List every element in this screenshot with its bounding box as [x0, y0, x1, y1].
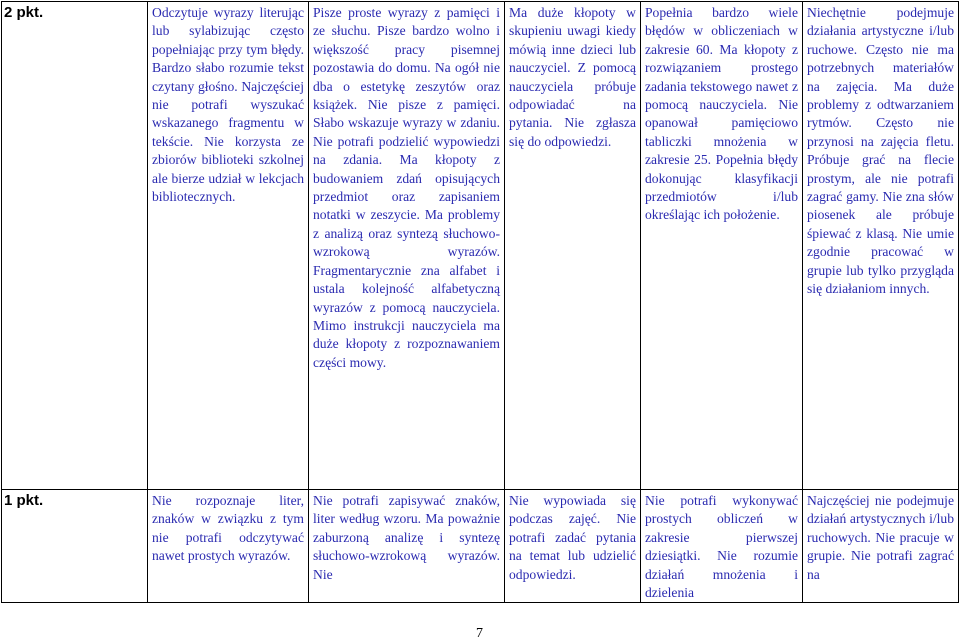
arts-criteria-cell: [803, 490, 959, 603]
cell-text: Ma duże kłopoty w skupieniu uwagi kiedy mówią inne dzieci lub nauczyciel. Z pomocą nauczyciela próbuje odpowiadać na pytania. Nie zgłasza się do odpowiedzi.: [509, 5, 636, 149]
cell-text: Nie rozpoznaje liter, znaków w związku z tym nie potrafi odczytywać nawet prostych wyrazów.: [152, 493, 304, 564]
cell-text: Nie wypowiada się podczas zajęć. Nie potrafi zadać pytania na temat lub udzielić odpowiedzi.: [509, 493, 636, 582]
cell-text: Nie potrafi zapisywać znaków, liter według wzoru. Ma poważnie zaburzoną analizę i syntezę słuchowo-wzrokową wyrazów. Nie: [313, 493, 500, 582]
reading-criteria-cell: [148, 490, 309, 603]
grading-table: [1, 1, 959, 603]
cell-text: Niechętnie podejmuje działania artystyczne i/lub ruchowe. Często nie ma potrzebnych materiałów na zajęcia. Ma duże problemy z odtwarzaniem rytmów. Często nie przynosi na zajęcia fletu. Próbuje grać na flecie prostym, ale nie potrafi zagrać gamy. Nie zna słów piosenek ale próbuje śpiewać z klasą. Nie umie zgodnie pracować w grupie lub tylko przygląda się działaniom innych.: [807, 5, 954, 297]
table-row-1pkt: [2, 490, 959, 603]
cell-text: Odczytuje wyrazy literując lub sylabizując często popełniając przy tym błędy. Bardzo słabo rozumie tekst czytany głośno. Najczęściej nie potrafi wyszukać wskazanego fragmentu w tekście. Nie korzysta ze zbiorów biblioteki szkolnej ale bierze udział w lekcjach bibliotecznych.: [152, 5, 304, 205]
speaking-criteria-cell: [505, 2, 641, 490]
math-criteria-cell: [641, 2, 803, 490]
reading-criteria-cell: [148, 2, 309, 490]
arts-criteria-cell: [803, 2, 959, 490]
math-criteria-cell: [641, 490, 803, 603]
page-number: 7: [476, 626, 483, 641]
table-row-2pkt: [2, 2, 959, 490]
cell-text: Najczęściej nie podejmuje działań artystycznych i/lub ruchowych. Nie pracuje w grupie. Nie potrafi zagrać na: [807, 493, 954, 582]
speaking-criteria-cell: [505, 490, 641, 603]
cell-text: Pisze proste wyrazy z pamięci i ze słuchu. Pisze bardzo wolno i większość pracy pisemnej pozostawia do domu. Na ogół nie dba o estetykę zeszytów oraz książek. Nie pisze z pamięci. Słabo wskazuje wyrazy w zdaniu. Nie potrafi podzielić wypowiedzi na zdania. Ma kłopoty z budowaniem zdań opisujących przedmiot oraz zapisaniem notatki w zeszycie. Ma problemy z analizą oraz syntezą słuchowo-wzrokową wyrazów. Fragmentarycznie zna alfabet i ustala kolejność alfabetyczną wyrazów z pomocą nauczyciela. Mimo instrukcji nauczyciela ma duże kłopoty z rozpoznawaniem części mowy.: [313, 5, 500, 370]
grade-label: 2 pkt.: [2, 2, 148, 490]
grade-label: 1 pkt.: [2, 490, 148, 603]
writing-criteria-cell: [309, 490, 505, 603]
cell-text: Popełnia bardzo wiele błędów w obliczeniach w zakresie 60. Ma kłopoty z rozwiązaniem prostego zadania tekstowego nawet z pomocą nauczyciela. Nie opanował pamięciowo tabliczki mnożenia w zakresie 25. Popełnia błędy dokonując klasyfikacji przedmiotów i/lub określając ich położenie.: [645, 5, 798, 223]
writing-criteria-cell: [309, 2, 505, 490]
cell-text: Nie potrafi wykonywać prostych obliczeń w zakresie pierwszej dziesiątki. Nie rozumie działań mnożenia i dzielenia: [645, 493, 798, 601]
